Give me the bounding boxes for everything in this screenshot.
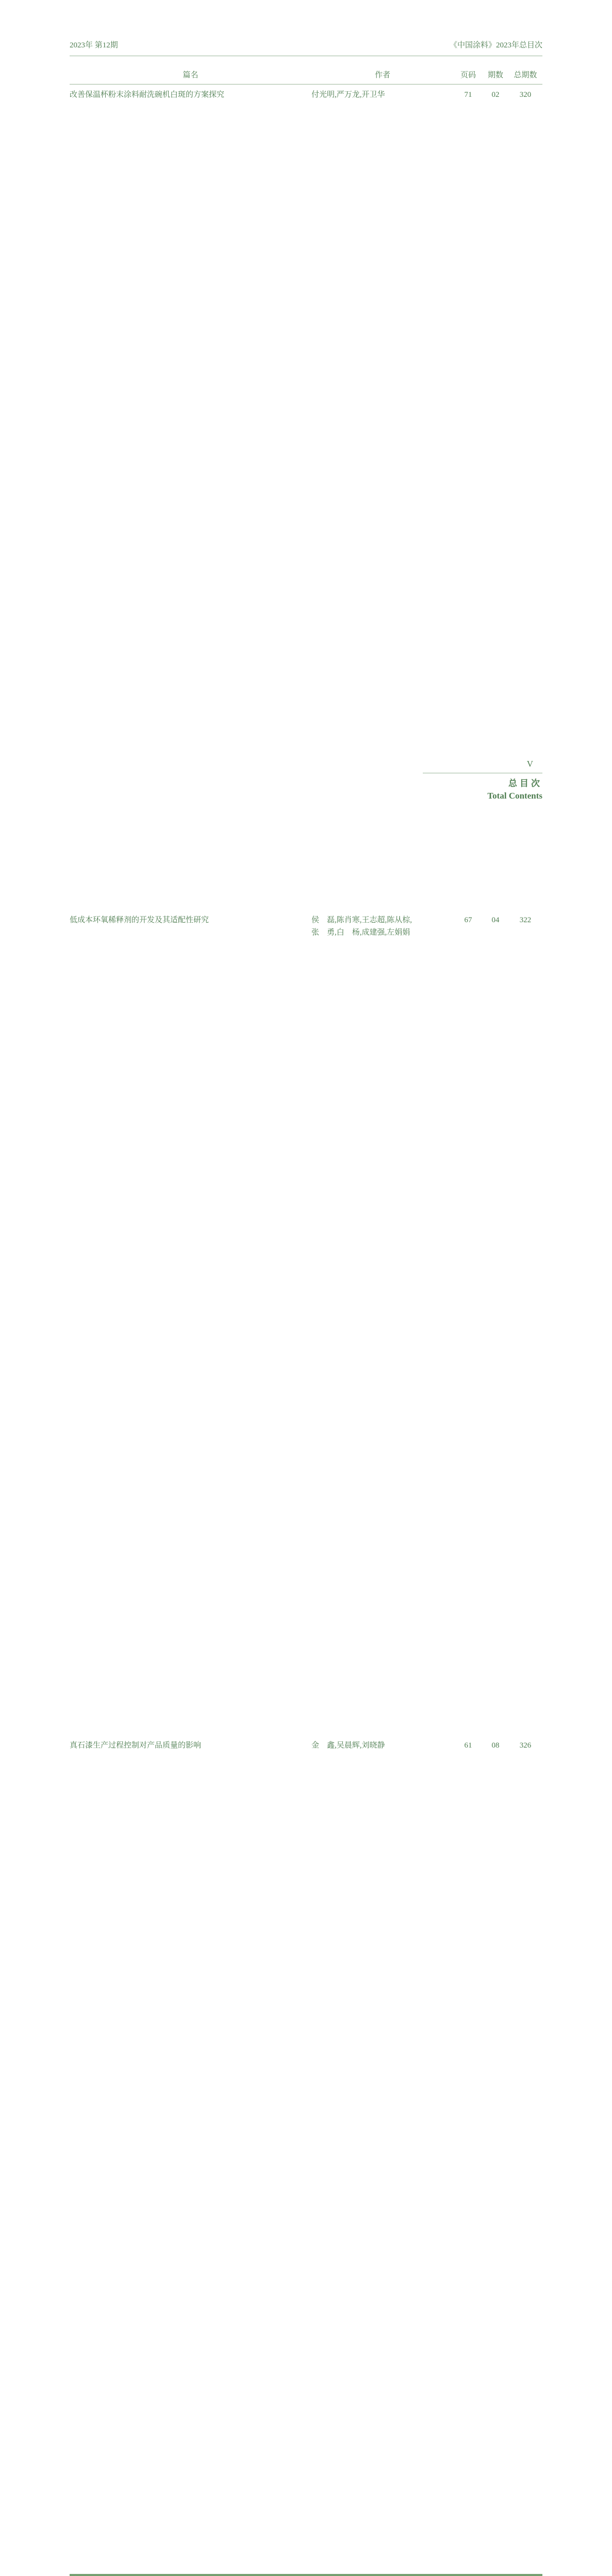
footer-title-cn: 总目次 xyxy=(508,778,542,788)
title-cell xyxy=(70,1739,311,1752)
issue-cell: 04 xyxy=(491,916,500,924)
title-cell-line: 改善保温杯粉末涂料耐洗碗机白斑的方案探究 xyxy=(70,91,225,99)
page-cell: 71 xyxy=(454,89,483,913)
col-header-title: 篇名 xyxy=(183,71,199,79)
section xyxy=(70,2574,542,2576)
col-header-page: 页码 xyxy=(460,71,476,79)
author-cell-line: 付光明,严万龙,开卫华 xyxy=(311,91,385,99)
title-cell-line: 真石漆生产过程控制对产品质量的影响 xyxy=(70,1741,202,1750)
table-row xyxy=(70,1739,542,2564)
page-cell: 67 xyxy=(454,914,483,1738)
author-cell-line: 张 勇,白 杨,成建强,左娟娟 xyxy=(311,928,410,937)
col-header-issue: 期数 xyxy=(487,71,503,79)
table-row xyxy=(70,914,542,1738)
section-header-band xyxy=(70,2574,542,2576)
author-cell-line: 金 鑫,吴晨辉,刘晓静 xyxy=(311,1741,385,1750)
author-cell xyxy=(311,89,454,101)
total-issue-cell: 320 xyxy=(519,91,532,99)
author-cell-line: 侯 磊,陈肖寒,王志超,陈从棕, xyxy=(311,916,412,924)
col-header-total-issue: 总期数 xyxy=(514,71,537,79)
title-cell xyxy=(70,89,311,101)
page-cell: 61 xyxy=(454,1739,483,2564)
issue-label: 2023年 第12期 xyxy=(70,41,118,49)
page-content xyxy=(70,40,542,2576)
title-cell-line: 低成本环氧稀释剂的开发及其适配性研究 xyxy=(70,916,209,924)
total-issue-cell: 322 xyxy=(519,916,532,924)
sections xyxy=(70,89,542,2576)
col-header-author: 作者 xyxy=(374,71,390,79)
author-cell xyxy=(311,1739,454,1752)
page-footer xyxy=(423,758,542,802)
page-number: V xyxy=(526,759,533,769)
footer-title-en: Total Contents xyxy=(487,791,542,801)
issue-cell: 02 xyxy=(491,91,500,99)
section xyxy=(70,89,542,2564)
title-cell xyxy=(70,914,311,926)
total-issue-cell: 326 xyxy=(519,1741,532,1750)
author-cell xyxy=(311,914,454,939)
journal-toc-label: 《中国涂料》2023年总目次 xyxy=(449,41,542,49)
table-column-header xyxy=(70,70,542,84)
page-header xyxy=(70,40,542,56)
issue-cell: 08 xyxy=(491,1741,500,1750)
